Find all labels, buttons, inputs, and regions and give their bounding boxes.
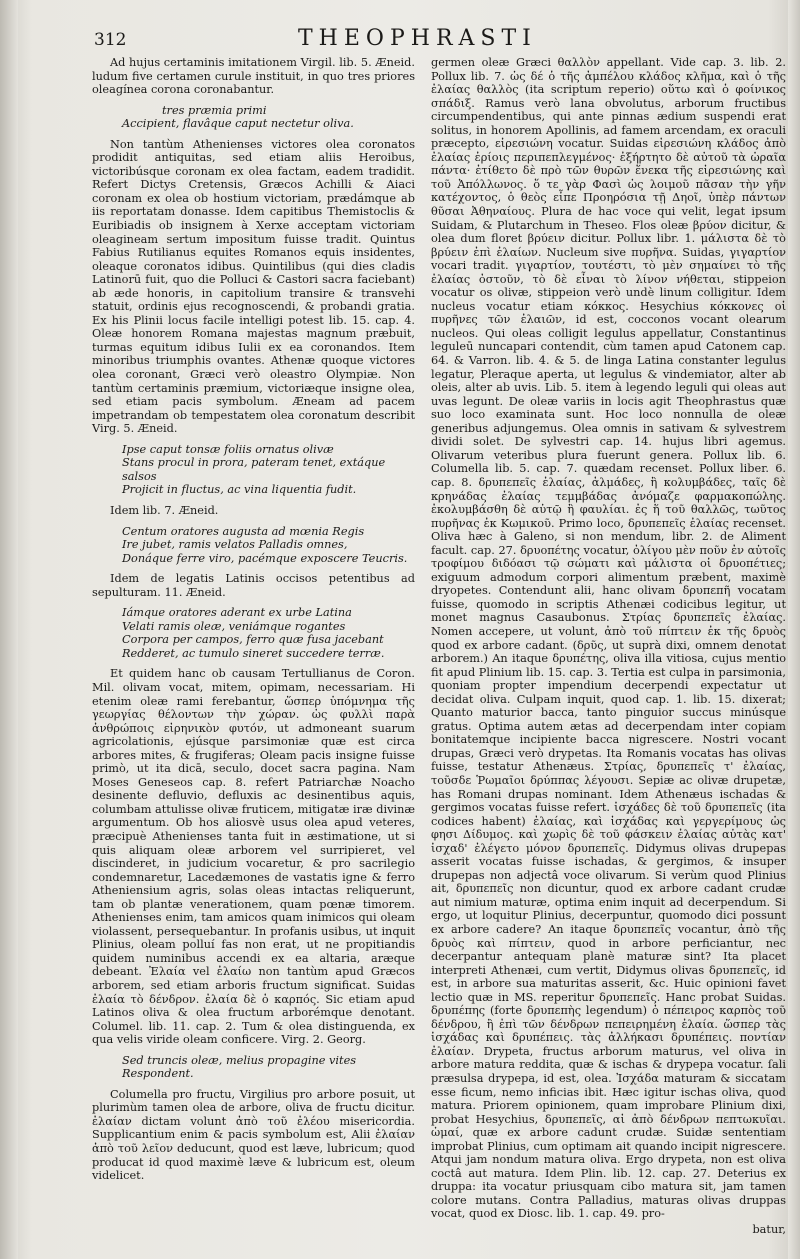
page-header xyxy=(60,26,790,54)
verse-line: Corpora per campos, ferro quæ fusa jacebant xyxy=(122,633,384,647)
edge-shadow xyxy=(788,0,800,1259)
page-number: 312 xyxy=(94,30,127,50)
verse-line: Ire jubet, ramis velatos Palladis omnes, xyxy=(122,538,348,552)
verse-line: Accipient, flavâque caput nectetur oliva. xyxy=(122,117,354,131)
verse-quote xyxy=(92,525,415,566)
paragraph: Columella pro fructu, Virgilius pro arbore posuit, ut plurimùm tamen olea de arbore, oliva de fructu dicitur. ἐλαίαν dictam volunt ἀπὸ τοῦ ἐλέου misericordia. Supplicantium enim & pacis symbolum est, Alii ἐλαίαν ἀπὸ τοῦ λεῖον deducunt, quod est læve, lubricum; quod producat id quod maximè læve & lubricum est, oleum videlicet. xyxy=(92,1087,415,1183)
paragraph: germen oleæ Græci θαλλὸν appellant. Vide cap. 3. lib. 2. Pollux lib. 7. ὡς δέ ὁ τῆς ἀμπέλου κλάδος κλῆμα, καὶ ὁ τῆς ἐλαίας θαλλὸς (ita scriptum reperio) οὕτω καὶ ὁ φοίνικος σπάδιξ. Ramus verò lana obvolutus, arborum fructibus circumpendentibus, qui ante pinnas ædium suspendi erat solitus, in honorem Apollinis, ad famem arcendam, ex oraculi præcepto, εἰρεσιώνη vocatur. Suidas εἰρεσιώνη κλάδος ἀπὸ ἐλαίας ἐρίοις περιπεπλεγμένος· ἐξήρτητο δὲ αὐτοῦ τὰ ὡραῖα πάντα· ἐτίθετο δὲ πρὸ τῶν θυρῶν ἕνεκα τῆς εἰρεσιώνης καὶ τοῦ Ἀπόλλωνος. ὅ τε γὰρ Φασὶ ὡς λοιμοῦ πᾶσαν τὴν γῆν κατέχοντος, ὁ θεὸς εἶπε Προηρόσια τῇ Δηοῖ, ὑπὲρ πάντων θῦσαι Ἀθηναίους. Plura de hac voce qui velit, legat ipsum Suidam, & Plutarchum in Theseo. Flos oleæ βρύον dicitur, & olea dum floret βρύειν dicitur. Pollux libr. 1. μάλιστα δὲ τὸ βρύειν ἐπὶ ἐλαίων. Nucleum sive πυρῆνα. Suidas, γιγαρτίον vocari tradit. γιγαρτίον, τουτέστι, τὸ μὲν σημαίνει τὸ τῆς ἐλαίας ὀστοῦν, τὸ δὲ εἶναι τὸ λίνον νήθεται, stippeion vocatur os olivæ, stippeion verò undè linum colligitur. Idem nucleus vocatur etiam κόκκος. Hesychius κόκκονες οἱ πυρῆνες τῶν ἐλαιῶν, id est, cocconos vocant olearum nucleos. Qui oleas colligit legulus appellatur, Constantinus leguleū nuncapari contendit, cùm tamen apud Catonem cap. 64. & Varron. lib. 4. & 5. de linga Latina constanter legulus legatur, Pleraque aperta, ut legulus & vindemiator, alter ab oleis, alter ab uvis. Lib. 5. item à legendo leguli qui oleas aut uvas legunt. De oleæ variis in locis agit Theophrastus quæ suo loco examinata sunt. Hoc loco nonnulla de oleæ generibus adjungemus. Olea omnis in sativam & sylvestrem dividi solet. De sylvestri cap. 14. hujus libri agemus. Olivarum veteribus plura fuerunt genera. Pollux lib. 6. Columella lib. 5. cap. 7. quædam recenset. Pollux liber. 6. cap. 8. δρυπεπεῖς ἐλαίας, ἁλμάδες, ἢ κολυμβάδες, ταῖς δὲ κρηνάδας ἐλαίας τεμμβάδας ἀνόμαζε φαρμακοπώλης. ἐκολυμβάσθη δὲ αὐτῷ ἢ φαυλίαι. ἐς ἥ τοῦ θαλλῶς, τωῦτος πυρῆνας ἐκ Κωμικοῦ. Primo loco, δρυπεπεῖς ἐλαίας recenset. Oliva hæc à Galeno, si non mendum, libr. 2. de Aliment facult. cap. 27. δρυοπέτης vocatur, ὀλίγου μὲν ποῦν ἐν αὐτοῖς τροφίμου διδόασι τῷ σώματι καὶ μάλιστα οἱ δρυοπέτιες; exiguum admodum corpori alimentum præbent, maximè dryopetes. Contendunt alii, hanc olivam δρυπεπῆ vocatam fuisse, quomodo in scriptis Athenæi codicibus legitur, ut monet magnus Casaubonus. Στρίας δρυπεπεῖς ἐλαίας. Nomen accepere, ut volunt, ἀπὸ τοῦ πίπτειν ἐκ τῆς δρυὸς quod ex arbore cadant. (δρῦς, ut suprà dixi, omnem denotat arborem.) An itaque δρυπέτης, oliva illa vitiosa, cujus mentio fit apud Plinium lib. 15. cap. 3. Tertia est culpa in parsimonia, quoniam propter impendium decerpendi expectatur ut decidat oliva. Culpam inquit, quod cap. 1. lib. 15. dixerat; Quanto maturior bacca, tanto pinguior succus minúsque gratus. Optima autem ætas ad decerpendam inter copiam bonitatemque incipiente bacca nigrescere. Nostri vocant drupas, Græci verò drypetas. Ita Romanis vocatas has olivas fuisse, testatur Athenæus. Στρίας, δρυπεπεῖς τ' ἐλαίας, τοῦσδε Ῥωμαῖοι δρύππας λέγουσι. Sepiæ ac olivæ drupetæ, has Romani drupas nominant. Idem Athenæus ischadas & gergimos vocatas fuisse refert. ἰσχάδες δὲ τοῦ δρυπεπεῖς (ita codices habent) ἐλαίας, καὶ ἰσχάδας καὶ γεργερίμους ὡς φησι Δίδυμος. καὶ χωρὶς δὲ τοῦ φάσκειν ἐλαίας αὐτὰς κατ' ἰσχαδ' ἐλέγετο μόνον δρυπεπεῖς. Didymus olivas drupepas asserit vocatas fuisse ischadas, & gergimos, & insuper drupepas non adjectâ voce olivarum. Si verùm quod Plinius ait, δρυπεπεῖς non dicuntur, quod ex arbore cadant crudæ aut nimium maturæ, optima enim inquit ad decerpendum. Si ergo, ut loquitur Plinius, decerpuntur, quomodo dici possunt ex arbore cadere? An itaque δρυπεπεῖς vocantur, ἀπὸ τῆς δρυὸς καὶ πίπτειν, quod in arbore perficiantur, nec decerpantur antequam planè maturæ sint? Ita placet interpreti Athenæi, cum vertit, Didymus olivas δρυπεπεῖς, id est, in arbore sua maturitas asserit, &c. Huic opinioni favet lectio quæ in MS. reperitur δρυπεπεῖς. Hanc probat Suidas. δρυπέπης (forte δρυπεπὴς legendum) ὁ πέπειρος καρπὸς τοῦ δένδρου, ἢ ἐπὶ τῶν δένδρων πεπειρημένη ἐλαία. ὥσπερ τὰς ἰσχάδας καὶ δρυπέπεις. τὰς ἀλλήκασι δρυπέπεις. ποντίαν ἐλαίαν. Drypeta, fructus arborum maturus, vel oliva in arbore matura reddita, quæ & ischas & drypepa vocatur. ſali præsulsa drypepa, id est, olea. Ἰσχάδα maturam & siccatam esse ficum, nemo inficias ibit. Hæc igitur ischas oliva, quod matura. Priorem opinionem, quam improbare Plinium dixi, probat Hesychius, δρυπεπεῖς, αἱ ἀπὸ δένδρων πεπτωκυῖαι. ὠμαί, quæ ex arbore cadunt crudæ. Suidæ sententiam improbat Plinius, cum optimam ait quando incipit nigrescere. Atqui jam nondum matura oliva. Ergo drypeta, non est oliva coctâ aut matura. Idem Plin. lib. 12. cap. 27. Deterius ex druppa: ita vocatur priusquam cibo matura sit, jam tamen colore mutans. Contra Palladius, maturas olivas druppas vocat, quod ex Diosc. lib. 1. cap. 49. pro- xyxy=(431,56,786,1221)
catchword: batur, xyxy=(752,1223,786,1237)
right-column xyxy=(431,56,786,1237)
paragraph: Idem de legatis Latinis occisos petentibus ad sepulturam. 11. Æneid. xyxy=(92,572,415,599)
verse-line: Velati ramis oleæ, veniámque rogantes xyxy=(122,619,346,633)
verse-line: Donáque ferre viro, pacémque exposcere Teucris. xyxy=(122,551,408,565)
left-column xyxy=(92,56,415,1183)
paragraph: Ad hujus certaminis imitationem Virgil. lib. 5. Æneid. ludum five certamen curule instituit, in quo tres priores oleagínea corona coronabantur. xyxy=(92,56,415,97)
verse-line: Sed truncis oleæ, melius propagine vites xyxy=(122,1053,357,1067)
paragraph: Non tantùm Athenienses victores olea coronatos prodidit antiquitas, sed etiam aliis Heroibus, victoribúsque coronam ex olea factam, eadem tradidit. Refert Dictys Cretensis, Græcos Achilli & Aiaci coronam ex olea ob hostium victoriam, prædámque ab iis reportatam donasse. Idem capitibus Themistoclis & Euribiadis ob insignem à Xerxe acceptam victoriam oleagineam sertum impositum fuisse tradit. Quintus Fabius Rutilianus equites Romanos equis insidentes, oleaque coronatos idibus. Quintilibus (qui dies cladis Latinorū fuit, quo die Polluci & Castori sacra faciebant) ab æde honoris, in capitolium transire & transvehi statuit, ordinis ejus recognoscendi, & probandi gratia. Ex his Plinii locus facile intelligi potest lib. 15. cap. 4. Oleæ honorem Romana majestas magnum præbuit, turmas equitum idibus Iulii ex ea coronandos. Item minoribus triumphis ovantes. Athenæ quoque victores olea coronant, Græci verò oleastro Olympiæ. Non tantùm certaminis præmium, victoriæque insigne olea, sed etiam pacis symbolum. Æneam ad pacem impetrandam ob tempestatem olea coronatum describit Virg. 5. Æneid. xyxy=(92,137,415,436)
paragraph: Et quidem hanc ob causam Tertullianus de Coron. Mil. olivam vocat, mitem, opimam, necessariam. Hi etenim oleæ rami ferebantur, ὥσπερ ὑπόμνημα τῆς γεωργίας θέλοντων τὴν χώραν. ὡς φυλλὶ παρὰ ἀνθρώποις εἰρηνικὸν φυτόν, ut admoneant suarum agricolationis, ejúsque parsimoniæ quæ est circa arbores mites, & frugiferas; Oleam pacis insigne fuisse primò, ut ita dicā, seculo, docet sacra pagina. Nam Moses Geneseos cap. 8. refert Patriarchæ Noacho desinente defluvio, defluxis ac desinentibus aquis, columbam attulisse olivæ fruticem, mitigatæ iræ divinæ argumentum. Ob hos aliosvè usus olea apud veteres, præcipuè Athenienses tanta fuit in æstimatione, ut si quis aliquam oleæ arborem vel surripieret, vel discinderet, in judicium vocaretur, & pro sacrilegio condemnaretur, Lacedæmones de vastatis igne & ferro Atheniensium agris, solas oleas intactas reliquerunt, tam ob plantæ venerationem, quam pœnæ timorem. Athenienses enim, tam amicos quam inimicos qui oleam violassent, persequebantur. In profanis usibus, ut inquit Plinius, oleam polluí fas non erat, ut ne propitiandis quidem numinibus accendi ex ea altaria, aræque debeant. Ἐλαία vel ἐλαίω non tantùm apud Græcos arborem, sed etiam arboris fructum significat. Suidas ἐλαία τὸ δένδρον. ἐλαία δὲ ὁ καρπός. Sic etiam apud Latinos oliva & olea fructum arborémque denotant. Columel. lib. 11. cap. 2. Tum & olea distinguenda, ex qua velis viride oleam conficere. Virg. 2. Georg. xyxy=(92,667,415,1047)
paragraph: Idem lib. 7. Æneid. xyxy=(110,503,219,517)
verse-quote xyxy=(92,104,415,131)
verse-quote xyxy=(92,1054,415,1081)
verse-quote xyxy=(92,606,415,660)
verse-line: tres præmia primi xyxy=(162,103,267,117)
verse-line: Ipse caput tonsæ foliis ornatus olivæ xyxy=(122,442,334,456)
verse-line: Redderet, ac tumulo sineret succedere terræ. xyxy=(122,646,385,660)
verse-line: Projicit in fluctus, ac vina liquentia fudit. xyxy=(122,483,357,497)
verse-line: Respondent. xyxy=(122,1067,194,1081)
running-title: THEOPHRASTI xyxy=(298,26,537,51)
verse-line: Iámque oratores aderant ex urbe Latina xyxy=(122,606,352,620)
verse-line: Stans procul in prora, pateram tenet, extáque salsos xyxy=(122,456,386,483)
gutter-shadow xyxy=(0,0,18,1259)
verse-quote xyxy=(92,443,415,497)
verse-line: Centum oratores augusta ad mœnia Regis xyxy=(122,524,365,538)
